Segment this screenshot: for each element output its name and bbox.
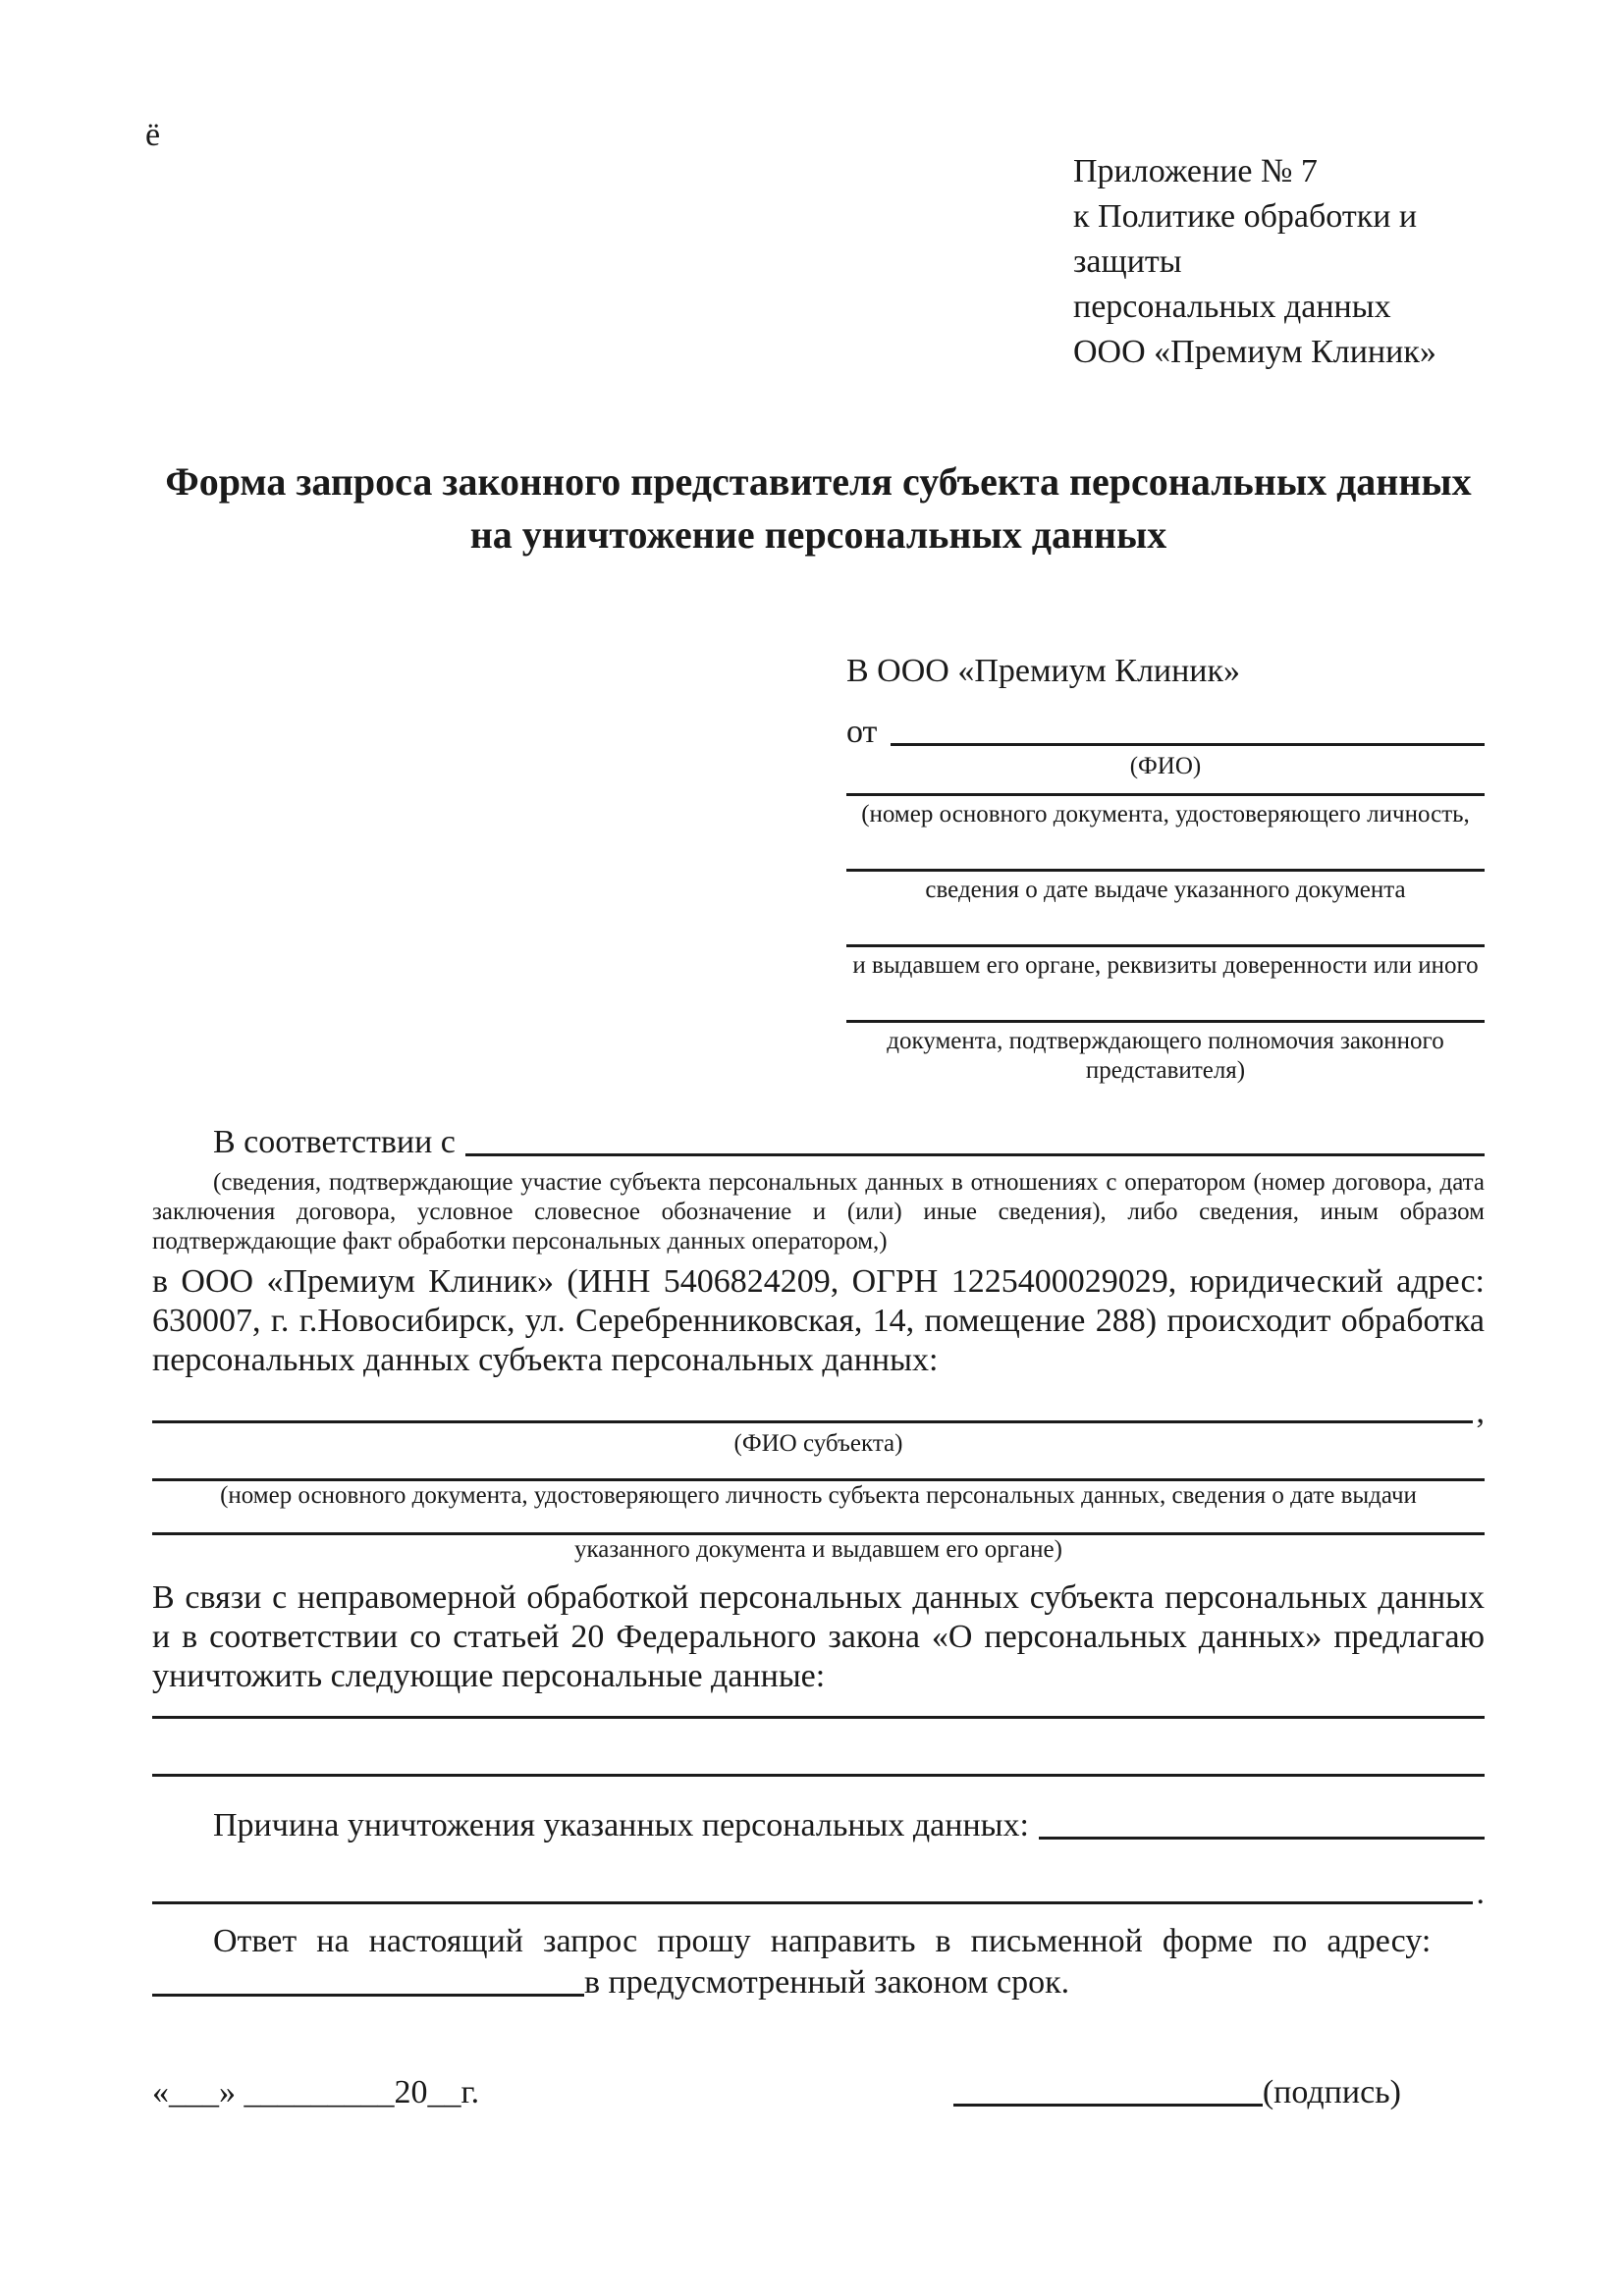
from-blank-line: [891, 743, 1485, 746]
data-to-destroy-blank-line-1: [152, 1716, 1485, 1719]
accordance-lead: В соответствии с: [213, 1123, 456, 1160]
data-to-destroy-blank-line-2: [152, 1774, 1485, 1777]
date-field: «___» _________20__г.: [152, 2074, 480, 2110]
response-address-row: [152, 1961, 1485, 2002]
response-paragraph: Ответ на настоящий запрос прошу направить в письменной форме по адресу:: [213, 1923, 1432, 1959]
reason-blank-line-2: [152, 1901, 1473, 1904]
appendix-header-line: к Политике обработки и защиты: [1073, 198, 1418, 280]
subject-doc-caption-2: указанного документа и выдавшем его органе): [574, 1536, 1062, 1563]
reason-lead: Причина уничтожения указанных персональных данных:: [213, 1806, 1029, 1843]
appendix-header-line: персональных данных: [1073, 289, 1391, 325]
document-title: Форма запроса законного представителя субъекта персональных данных на уничтожение персональных данных: [165, 459, 1472, 557]
doc-number-caption: (номер основного документа, удостоверяющего личность,: [861, 801, 1470, 828]
doc-power-caption: документа, подтверждающего полномочия законного представителя): [887, 1028, 1444, 1084]
subject-fio-blank-line: [152, 1420, 1473, 1423]
reason-field-row: [152, 1802, 1485, 1845]
appendix-header-line: ООО «Премиум Клиник»: [1073, 334, 1436, 370]
from-label: от: [846, 713, 878, 750]
signature-row: [152, 2073, 1485, 2112]
response-tail: в предусмотренный законом срок.: [584, 1963, 1070, 2001]
response-address-blank-line: [152, 1994, 584, 1997]
unlawful-processing-paragraph: В связи с неправомерной обработкой персональных данных субъекта персональных данных и в соответствии со статьей 20 Федерального закона «О персональных данных» предлагаю уничтожить следующие персональные данные:: [152, 1579, 1485, 1694]
accordance-field-row: [152, 1121, 1485, 1162]
signature-caption: (подпись): [1262, 2074, 1401, 2110]
accordance-caption: (сведения, подтверждающие участие субъекта персональных данных в отношениях с оператором (номер договора, дата заключения договора, условное словесное обозначение и (или) иные сведения), либо сведения, иным образом подтверждающие факт обработки персональных данных оператором,): [152, 1169, 1485, 1255]
operator-paragraph: в ООО «Премиум Клиник» (ИНН 5406824209, ОГРН 1225400029029, юридический адрес: 630007, г. г.Новосибирск, ул. Серебренниковская, 14, помещение 288) происходит обработка персональных данных субъекта персональных данных:: [152, 1263, 1485, 1378]
addressee-organization: В ООО «Премиум Клиник»: [846, 653, 1241, 689]
doc-power-blank-line: [846, 1020, 1485, 1023]
appendix-header-line: Приложение № 7: [1073, 153, 1318, 189]
doc-number-blank-line: [846, 793, 1485, 796]
line-tail-period: .: [1476, 1875, 1485, 1911]
stray-char: ё: [145, 117, 161, 153]
doc-issue-date-caption: сведения о дате выдаче указанного документа: [925, 877, 1406, 903]
from-field-row: [846, 703, 1485, 752]
reason-blank-line: [1039, 1837, 1485, 1840]
signature-field: [953, 2073, 1401, 2112]
subject-fio-caption: (ФИО субъекта): [733, 1430, 903, 1457]
line-tail-comma: ,: [1476, 1394, 1485, 1430]
doc-authority-blank-line: [846, 944, 1485, 947]
signature-blank-line: [953, 2104, 1263, 2107]
fio-caption: (ФИО): [1129, 753, 1202, 779]
reason-continuation-row: [152, 1873, 1485, 1910]
doc-authority-caption: и выдавшем его органе, реквизиты доверенности или иного: [852, 952, 1479, 979]
accordance-blank-line: [465, 1153, 1485, 1156]
subject-fio-field-row: [152, 1392, 1485, 1429]
doc-issue-date-blank-line: [846, 869, 1485, 872]
addressee-block: [846, 652, 1485, 1086]
appendix-header: [1073, 0, 1485, 375]
subject-doc-caption-1: (номер основного документа, удостоверяющего личность субъекта персональных данных, сведения о дате выдачи: [220, 1482, 1417, 1509]
